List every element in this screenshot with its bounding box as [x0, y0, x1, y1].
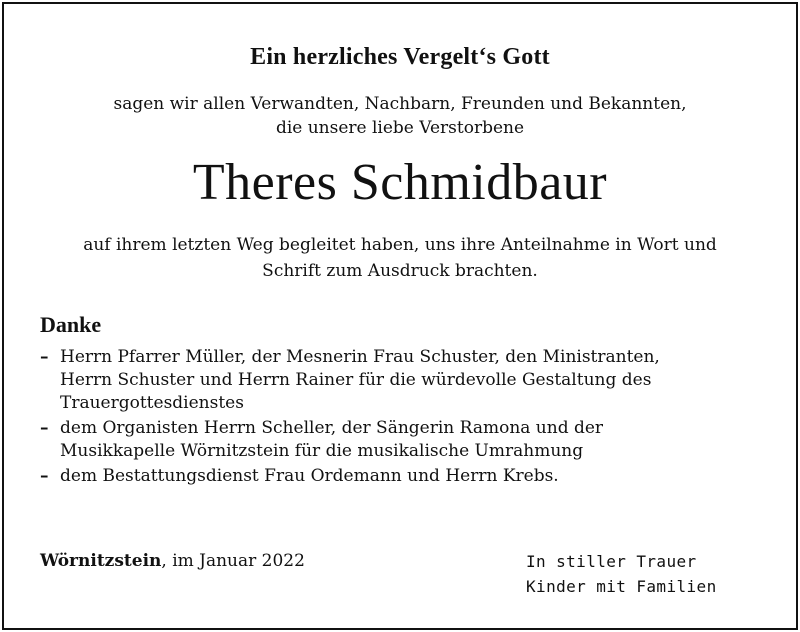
place-name: Wörnitzstein — [40, 551, 162, 571]
intro-text — [0, 92, 800, 140]
outro-line-1: auf ihrem letzten Weg begleitet haben, uns ihre Anteilnahme in Wort und — [83, 235, 717, 255]
mourning-line-2: Kinder mit Familien — [526, 577, 717, 596]
bullet-dash: – — [40, 347, 49, 367]
bullet-dash: – — [40, 418, 49, 438]
thanks-item-line: dem Bestattungsdienst Frau Ordemann und Herrn Krebs. — [60, 466, 559, 486]
thanks-item-funeral-service — [40, 465, 760, 488]
mourning-line-1: In stiller Trauer — [526, 552, 697, 571]
place-and-date — [40, 549, 305, 573]
thanks-list — [40, 346, 760, 490]
mourning-signature — [526, 549, 717, 599]
outro-line-2: Schrift zum Ausdruck brachten. — [262, 261, 538, 281]
deceased-name: Theres Schmidbaur — [192, 154, 608, 211]
intro-line-2: die unsere liebe Verstorbene — [275, 118, 525, 138]
intro-line-1: sagen wir allen Verwandten, Nachbarn, Freunden und Bekannten, — [113, 94, 687, 114]
thanks-item-line: Herrn Pfarrer Müller, der Mesnerin Frau Schuster, den Ministranten, — [60, 347, 660, 367]
thanks-item-line: Musikkapelle Wörnitzstein für die musikalische Umrahmung — [60, 441, 584, 461]
thanks-item-clergy — [40, 346, 760, 415]
notice-heading: Ein herzliches Vergelt‘s Gott — [250, 44, 550, 70]
date-text: , im Januar 2022 — [161, 551, 305, 571]
bullet-dash: – — [40, 466, 49, 486]
thanks-item-music — [40, 417, 760, 463]
outro-text — [0, 232, 800, 284]
thanks-item-line: dem Organisten Herrn Scheller, der Sängerin Ramona und der — [60, 418, 604, 438]
thanks-item-line: Herrn Schuster und Herrn Rainer für die würdevolle Gestaltung des — [60, 370, 652, 390]
thanks-item-line: Trauergottesdienstes — [60, 393, 244, 413]
thanks-title: Danke — [40, 312, 102, 337]
